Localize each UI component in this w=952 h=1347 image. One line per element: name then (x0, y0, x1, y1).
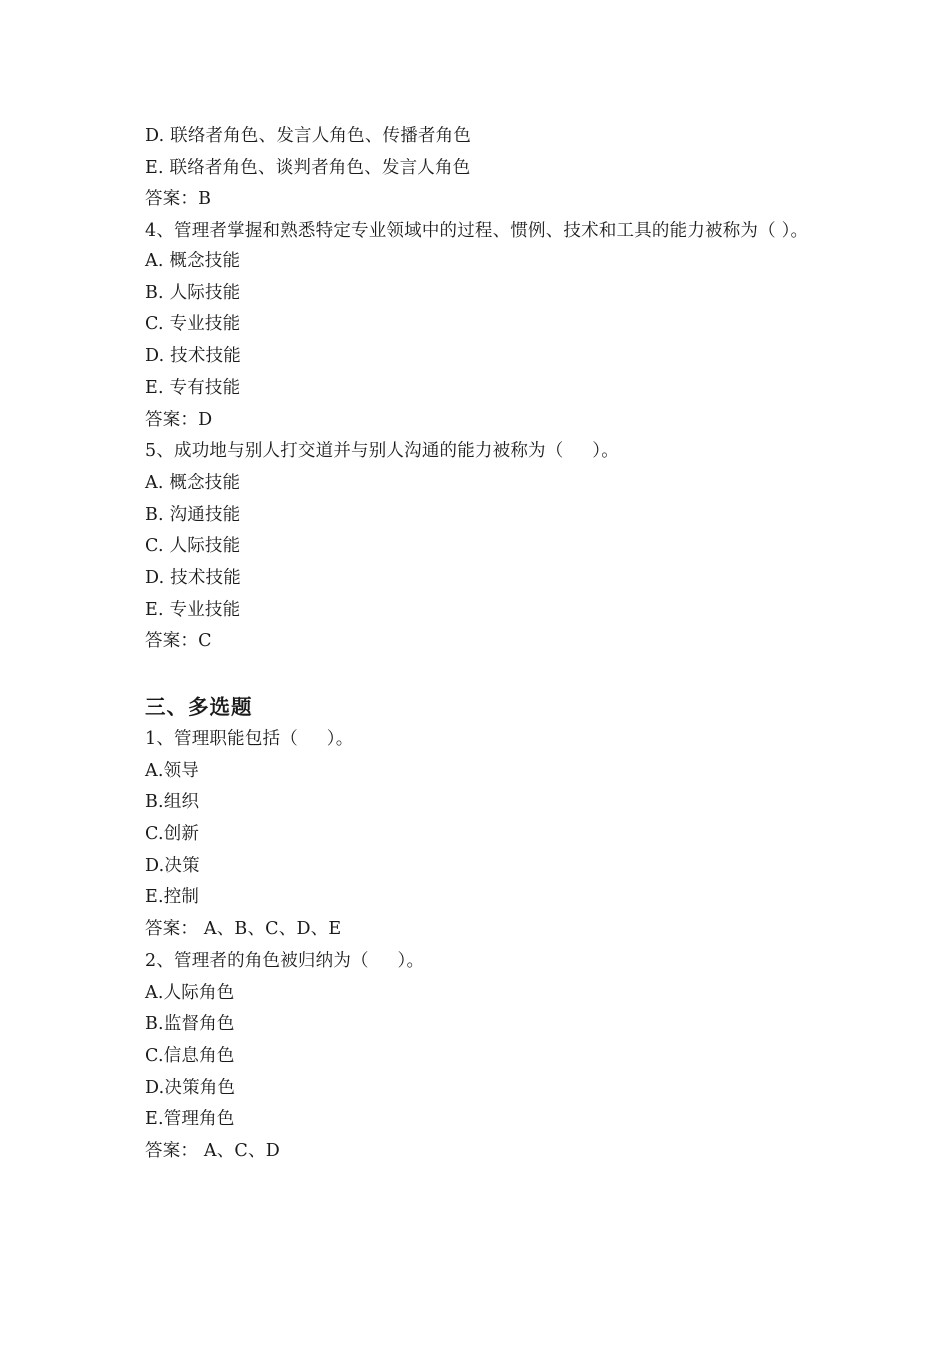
mc-q2-option-c: C.信息角色 (145, 1045, 235, 1066)
mc-q2-answer: 答案： A、C、D (145, 1140, 280, 1161)
section-spacer (145, 658, 835, 690)
mc-q2-option-a: A.人际角色 (145, 982, 235, 1003)
mc-q1-answer: 答案： A、B、C、D、E (145, 919, 342, 940)
mc-q1-option-c: C.创新 (145, 824, 200, 845)
q5-option-b: B. 沟通技能 (145, 504, 241, 525)
q5-option-d: D. 技术技能 (145, 567, 241, 588)
q3-answer: 答案：B (145, 189, 212, 210)
q4-question: 4、管理者掌握和熟悉特定专业领域中的过程、惯例、技术和工具的能力被称为（ ）。 (145, 221, 809, 242)
mc-q1-question: 1、管理职能包括（ ）。 (145, 729, 354, 749)
q3-option-e: E. 联络者角色、谈判者角色、发言人角色 (145, 157, 471, 178)
mc-q2-option-d: D.决策角色 (145, 1077, 236, 1098)
mc-q2-option-b: B.监督角色 (145, 1014, 235, 1035)
q4-option-d: D. 技术技能 (145, 346, 241, 367)
q4-option-c: C. 专业技能 (145, 314, 241, 335)
q5-option-a: A. 概念技能 (145, 472, 241, 493)
q5-option-c: C. 人际技能 (145, 536, 241, 557)
mc-q1-option-d: D.决策 (145, 855, 200, 876)
mc-q2-option-e: E.管理角色 (145, 1109, 235, 1130)
mc-q1-option-b: B.组织 (145, 792, 200, 813)
mc-q1-option-a: A.领导 (145, 760, 200, 781)
q4-option-a: A. 概念技能 (145, 251, 241, 272)
q4-option-b: B. 人际技能 (145, 282, 241, 303)
q5-question: 5、成功地与别人打交道并与别人沟通的能力被称为（ ）。 (145, 441, 619, 462)
mc-q2-question: 2、管理者的角色被归纳为（ ）。 (145, 950, 425, 971)
q3-option-d: D. 联络者角色、发言人角色、传播者角色 (145, 126, 472, 146)
document-page (145, 121, 835, 1168)
q4-answer: 答案：D (145, 409, 213, 430)
q5-option-e: E. 专业技能 (145, 599, 241, 620)
section-title-multiple-choice: 三、多选题 (145, 695, 253, 719)
q4-option-e: E. 专有技能 (145, 377, 241, 398)
mc-q1-option-e: E.控制 (145, 887, 200, 908)
q5-answer: 答案：C (145, 631, 212, 652)
